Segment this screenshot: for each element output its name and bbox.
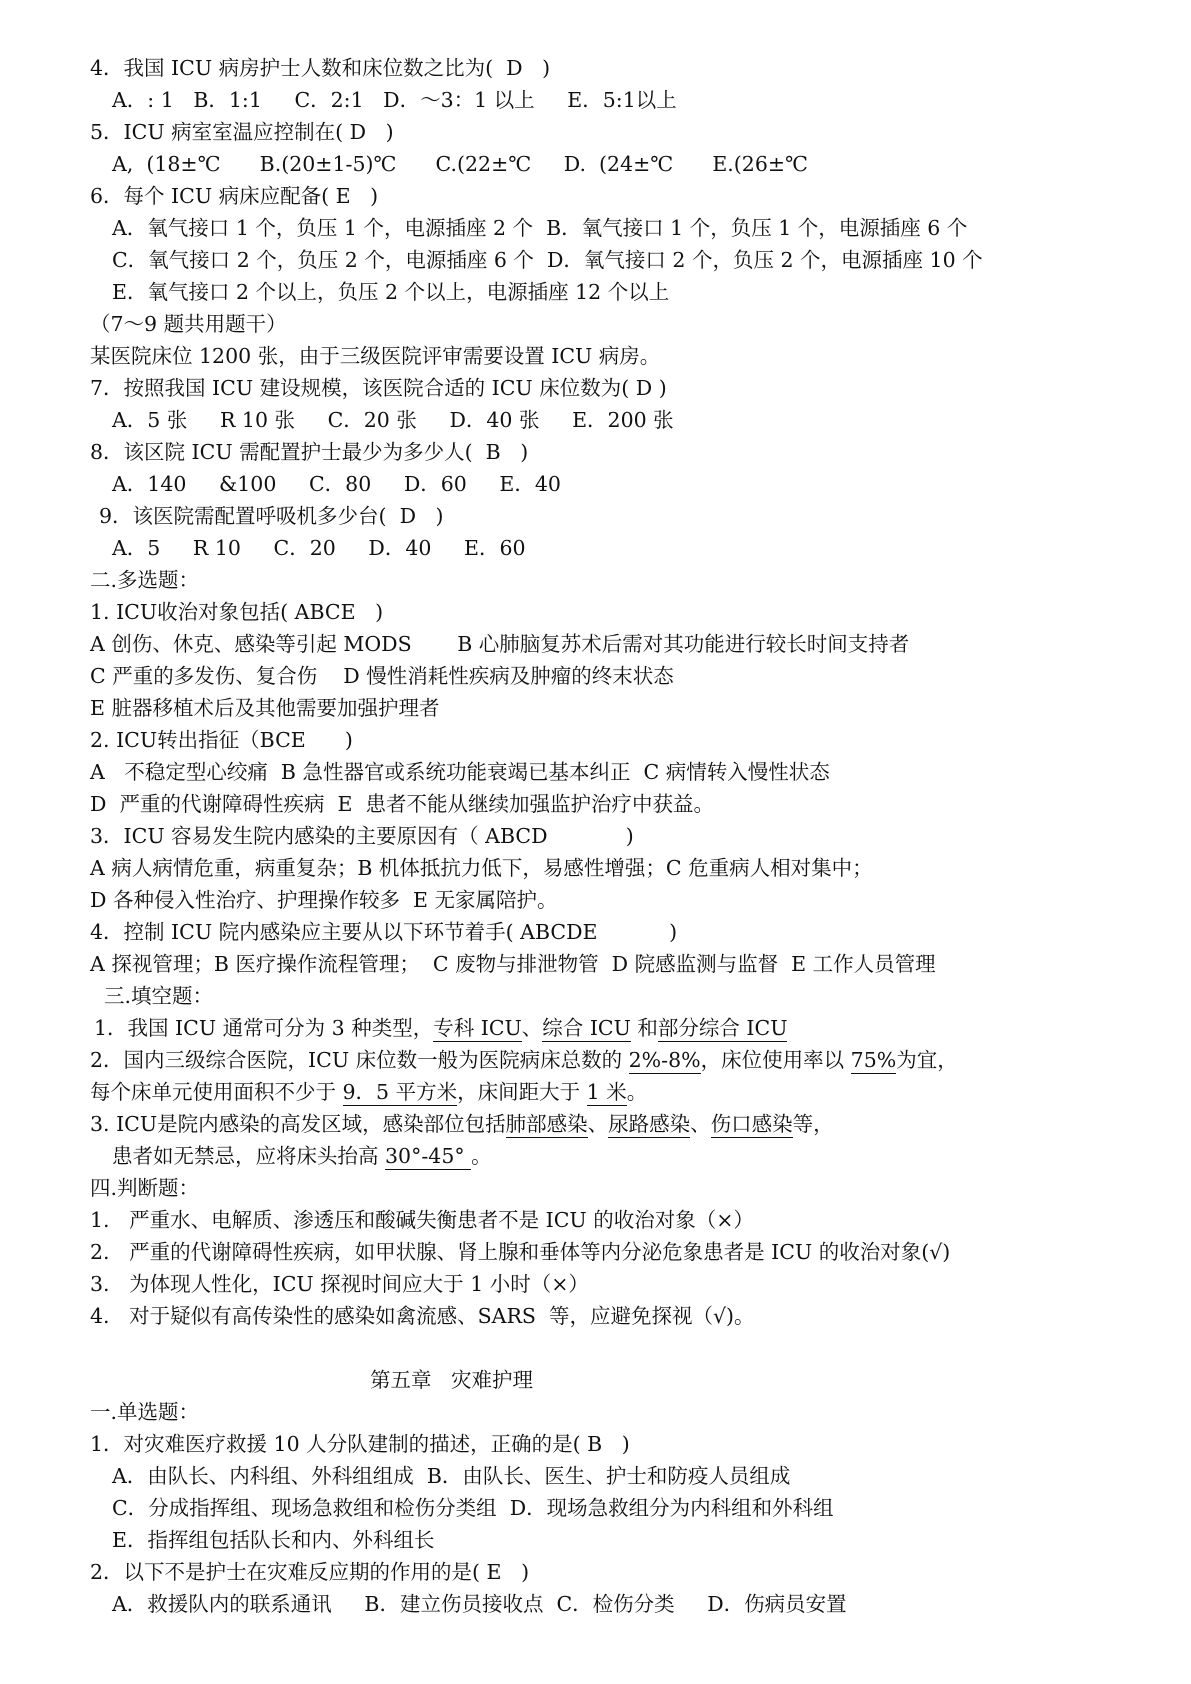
mc-question-3-options-de: D 各种侵入性治疗、护理操作较多 E 无家属陪护。	[90, 888, 558, 912]
fill-q3-text-1: 3. ICU是院内感染的高发区域，感染部位包括	[90, 1112, 506, 1136]
fill-question-3-line-2	[0, 1140, 1191, 1172]
mc-question-4: 4．控制 ICU 院内感染应主要从以下环节着手( ABCDE )	[90, 920, 678, 944]
fill-q1-sep-2: 和	[630, 1016, 658, 1040]
fill-q2-text-1: 2．国内三级综合医院，ICU 床位数一般为医院病床总数的	[90, 1048, 629, 1072]
ch5-question-1: 1．对灾难医疗救援 10 人分队建制的描述，正确的是( B )	[90, 1432, 630, 1456]
tf-question-4: 4. 对于疑似有高传染性的感染如禽流感、SARS 等，应避免探视（√)。	[90, 1304, 755, 1328]
mc-question-1-options-cd: C 严重的多发伤、复合伤 D 慢性消耗性疾病及肿瘤的终末状态	[90, 664, 674, 688]
question-6-options-ab: A．氧气接口 1 个，负压 1 个，电源插座 2 个 B．氧气接口 1 个，负压 1 个，电源插座 6 个	[112, 216, 968, 240]
question-5: 5．ICU 病室室温应控制在( D )	[90, 120, 394, 144]
question-6-options-e: E．氧气接口 2 个以上，负压 2 个以上，电源插座 12 个以上	[112, 280, 670, 304]
question-4-options: A．: 1 B．1:1 C．2:1 D．～3：1 以上 E．5:1以上	[112, 88, 677, 112]
question-9: 9．该医院需配置呼吸机多少台( D )	[99, 504, 444, 528]
fill-q3-text-3: 患者如无禁忌，应将床头抬高	[112, 1144, 386, 1168]
fill-q3-text-4: 。	[471, 1144, 492, 1168]
fill-q1-text: 1．我国 ICU 通常可分为 3 种类型，	[94, 1016, 434, 1040]
ch5-question-1-options-cd: C．分成指挥组、现场急救组和检伤分类组 D．现场急救组分为内科组和外科组	[112, 1496, 834, 1520]
chapter-title: 第五章 灾难护理	[370, 1368, 534, 1392]
tf-question-3: 3. 为体现人性化，ICU 探视时间应大于 1 小时（×）	[90, 1272, 589, 1296]
ch5-question-1-options-e: E．指挥组包括队长和内、外科组长	[112, 1528, 435, 1552]
fill-q3-text-2: 等，	[792, 1112, 834, 1136]
question-4: 4．我国 ICU 病房护士人数和床位数之比为( D )	[90, 56, 551, 80]
fill-q2-text-6: 。	[626, 1080, 648, 1104]
question-5-options: A, (18±℃ B.(20±1-5)℃ C.(22±℃ D. (24±℃ E.(26±℃	[112, 152, 808, 176]
question-6: 6．每个 ICU 病床应配备( E )	[90, 184, 379, 208]
question-9-options: A．5 R 10 C．20 D．40 E．60	[112, 536, 526, 560]
shared-stem-note: （7～9 题共用题干）	[90, 312, 287, 336]
fill-q2-text-2: ，床位使用率以	[700, 1048, 851, 1072]
section-single-choice: 一.单选题：	[90, 1400, 200, 1424]
document-page	[0, 52, 1191, 1620]
tf-question-1: 1. 严重水、电解质、渗透压和酸碱失衡患者不是 ICU 的收治对象（×）	[90, 1208, 754, 1232]
question-8: 8．该区院 ICU 需配置护士最少为多少人( B )	[90, 440, 529, 464]
mc-question-1: 1. ICU收治对象包括( ABCE )	[90, 600, 384, 624]
spacer	[0, 1332, 1191, 1364]
question-7: 7．按照我国 ICU 建设规模，该医院合适的 ICU 床位数为( D )	[90, 376, 667, 400]
fill-q3-sep-1: 、	[587, 1112, 609, 1136]
fill-q3-answer-4: 30°-45°	[385, 1144, 472, 1168]
mc-question-2-options-abc: A 不稳定型心绞痛 B 急性器官或系统功能衰竭已基本纠正 C 病情转入慢性状态	[90, 760, 830, 784]
fill-q1-answer-3: 部分综合 ICU	[657, 1016, 788, 1040]
section-true-false: 四.判断题：	[90, 1176, 200, 1200]
fill-q1-answer-2: 综合 ICU	[542, 1016, 631, 1040]
fill-q1-sep-1: 、	[521, 1016, 543, 1040]
fill-q3-answer-3: 伤口感染	[710, 1112, 793, 1136]
fill-question-1	[0, 1012, 1191, 1044]
fill-question-2-line-1	[0, 1044, 1191, 1076]
mc-question-2-options-de: D 严重的代谢障碍性疾病 E 患者不能从继续加强监护治疗中获益。	[90, 792, 714, 816]
mc-question-4-options: A 探视管理；B 医疗操作流程管理； C 废物与排泄物管 D 院感监测与监督 E 工作人员管理	[90, 952, 936, 976]
section-multiple-choice: 二.多选题：	[90, 568, 200, 592]
fill-q1-answer-1: 专科 ICU	[433, 1016, 522, 1040]
fill-q3-sep-2: 、	[690, 1112, 711, 1136]
fill-question-3-line-1	[0, 1108, 1191, 1140]
fill-q2-text-3: 为宜，	[896, 1048, 958, 1072]
section-fill-in: 三.填空题：	[104, 984, 214, 1008]
mc-question-1-options-ab: A 创伤、休克、感染等引起 MODS B 心肺脑复苏术后需对其功能进行较长时间支持者	[90, 632, 910, 656]
question-8-options: A．140 &100 C．80 D．60 E．40	[112, 472, 561, 496]
mc-question-1-options-e: E 脏器移植术后及其他需要加强护理者	[90, 696, 440, 720]
fill-q3-answer-1: 肺部感染	[505, 1112, 588, 1136]
fill-q2-text-5: ，床间距大于	[457, 1080, 587, 1104]
fill-q2-answer-4: 1 米	[586, 1080, 627, 1104]
ch5-question-2: 2．以下不是护士在灾难反应期的作用的是( E )	[90, 1560, 530, 1584]
fill-q2-answer-2: 75%	[850, 1048, 897, 1072]
fill-q2-answer-1: 2%-8%	[628, 1048, 701, 1072]
question-6-options-cd: C．氧气接口 2 个，负压 2 个，电源插座 6 个 D．氧气接口 2 个，负压 2 个，电源插座 10 个	[112, 248, 983, 272]
ch5-question-2-options: A．救援队内的联系通讯 B．建立伤员接收点 C．检伤分类 D．伤病员安置	[112, 1592, 847, 1616]
fill-q2-answer-3: 9．5 平方米	[342, 1080, 458, 1104]
tf-question-2: 2. 严重的代谢障碍性疾病，如甲状腺、肾上腺和垂体等内分泌危象患者是 ICU 的收治对象(√)	[90, 1240, 951, 1264]
ch5-question-1-options-ab: A．由队长、内科组、外科组组成 B．由队长、医生、护士和防疫人员组成	[112, 1464, 791, 1488]
mc-question-3-options-abc: A 病人病情危重，病重复杂；B 机体抵抗力低下，易感性增强；C 危重病人相对集中；	[90, 856, 873, 880]
fill-q2-text-4: 每个床单元使用面积不少于	[90, 1080, 343, 1104]
fill-q3-answer-2: 尿路感染	[608, 1112, 691, 1136]
shared-stem: 某医院床位 1200 张，由于三级医院评审需要设置 ICU 病房。	[90, 344, 661, 368]
mc-question-2: 2. ICU转出指征（BCE )	[90, 728, 353, 752]
mc-question-3: 3．ICU 容易发生院内感染的主要原因有（ ABCD )	[90, 824, 634, 848]
question-7-options: A．5 张 R 10 张 C．20 张 D．40 张 E．200 张	[112, 408, 674, 432]
fill-question-2-line-2	[0, 1076, 1191, 1108]
